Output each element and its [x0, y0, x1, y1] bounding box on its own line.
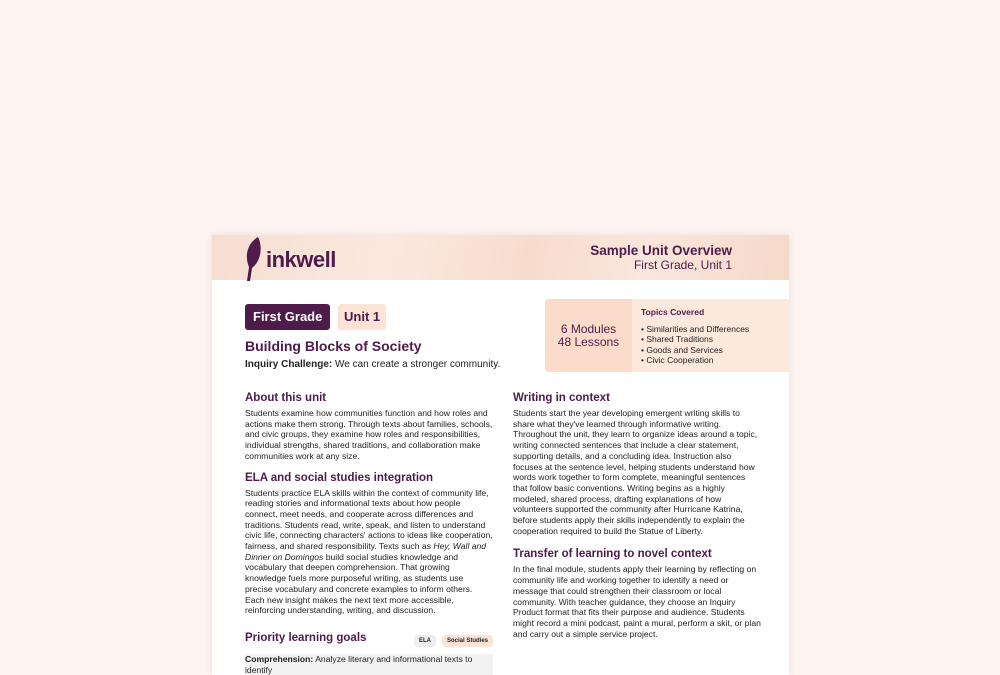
topic-item: • Similarities and Differences: [641, 324, 749, 335]
header-title: Sample Unit Overview: [590, 243, 732, 258]
topic-item: • Goods and Services: [641, 345, 749, 356]
unit-badge: Unit 1: [338, 304, 386, 330]
header-subtitle: First Grade, Unit 1: [633, 258, 732, 272]
modules-count: 6 Modules: [560, 321, 617, 336]
social-studies-tag: Social Studies: [442, 635, 493, 647]
inquiry-text: We can create a stronger community.: [332, 359, 501, 370]
unit-stats-box: [545, 299, 789, 372]
grade-badge: First Grade: [245, 304, 330, 330]
ela-heading: ELA and social studies integration: [245, 471, 434, 484]
topic-item: • Shared Traditions: [641, 334, 749, 345]
topic-item: • Civic Cooperation: [641, 355, 749, 366]
about-heading: About this unit: [245, 392, 327, 404]
unit-title: Building Blocks of Society: [245, 338, 422, 354]
module-lesson-counts: [545, 299, 632, 372]
comprehension-goal: [245, 654, 493, 675]
inquiry-label: Inquiry Challenge:: [245, 359, 333, 370]
document-header: [212, 235, 789, 280]
inkwell-logo: inkwell: [244, 237, 336, 281]
transfer-heading: Transfer of learning to novel context: [513, 548, 712, 561]
goals-heading: Priority learning goals: [245, 631, 367, 644]
ela-body: [245, 488, 493, 616]
quill-icon: [244, 237, 264, 281]
transfer-body: In the final module, students apply their learning by reflecting on community life and working together to identify a need or message that could strengthen their classroom or local community. With teacher guidance, they choose an Inquiry Product format that fits their purpose and audience. Students might record a mini podcast, paint a mural, perform a skit, or plan and carry out a simple service project.: [513, 564, 761, 639]
writing-heading: Writing in context: [513, 392, 610, 404]
goal-label: Comprehension:: [245, 653, 314, 664]
ela-tag: ELA: [414, 635, 436, 647]
goal-text: Analyze literary and informational texts to identify: [245, 653, 473, 675]
right-column: [513, 392, 761, 649]
lessons-count: 48 Lessons: [557, 334, 620, 349]
ela-text: Students practice ELA skills within the context of community life, reading stories and informational texts about how people connect, meet needs, and cooperate across differences and traditions. Students read, write, speak, and listen to understand civic life, connecting characters' actions to ideas like cooperation, fairness, and shared responsibility. Texts such as: [245, 487, 493, 552]
left-column: [245, 392, 493, 675]
topics-heading: Topics Covered: [641, 307, 705, 317]
topics-covered: [641, 307, 749, 366]
ela-text: build social studies knowledge and vocabulary that deepen comprehension. That growing knowledge fuels more purposeful writing, as students use precise vocabulary and concrete examples to inform others. Each new insight makes the next text more accessible, reinforcing understanding, writing, and discussion.: [245, 551, 473, 616]
writing-body: Students start the year developing emergent writing skills to share what they've learned through informative writing. Throughout the unit, they learn to organize ideas around a topic, writing connected sentences that include a clear statement, supporting details, and a concluding idea. Instruction also focuses at the sentence level, helping students understand how words work together to form complete, meaningful sentences that follow basic conventions. Writing begins as a highly modeled, shared process, drafting explanations of how volunteers supported the community after Hurricane Katrina, before students apply their skills independently to explain the cooperation required to build the Statue of Liberty.: [513, 408, 758, 536]
unit-overview-document: [212, 235, 789, 675]
about-body: Students examine how communities function and how roles and actions make them strong. Through texts about families, schools, and civic groups, they examine how roles and responsibilities, individual strengths, shared traditions, and collaboration make communities work at any size.: [245, 408, 493, 461]
ela-text-titles: Hey, Wall and Dinner on Domingos: [245, 541, 487, 562]
goals-header: [245, 626, 493, 650]
inquiry-challenge: [245, 359, 500, 370]
